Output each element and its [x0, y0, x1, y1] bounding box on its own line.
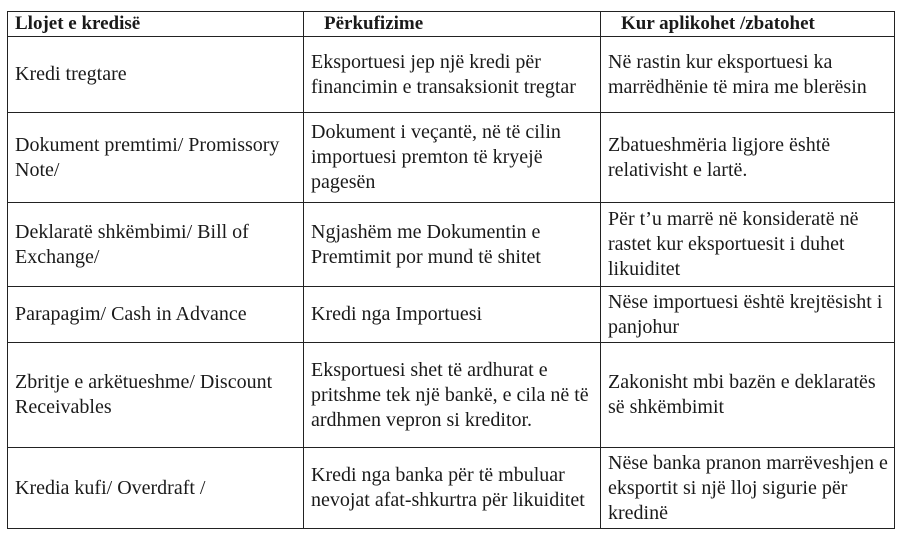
- header-credit-type: Llojet e kredisë: [8, 12, 304, 37]
- application-cell: Zbatueshmëria ligjore është relativisht e lartë.: [601, 113, 895, 203]
- credit-types-table: [7, 11, 895, 529]
- credit-type-cell: Kredia kufi/ Overdraft /: [8, 448, 304, 529]
- application-cell: Në rastin kur eksportuesi ka marrëdhënie të mira me blerësin: [601, 37, 895, 113]
- header-row: [8, 12, 895, 37]
- application-cell: Zakonisht mbi bazën e deklaratës së shkëmbimit: [601, 343, 895, 448]
- table-row: [8, 203, 895, 287]
- header-application: Kur aplikohet /zbatohet: [601, 12, 895, 37]
- application-cell: Për t’u marrë në konsideratë në rastet kur eksportuesit i duhet likuiditet: [601, 203, 895, 287]
- definition-cell: Kredi nga Importuesi: [304, 287, 601, 343]
- application-cell: Nëse banka pranon marrëveshjen e eksportit si një lloj sigurie për kredinë: [601, 448, 895, 529]
- credit-type-cell: Parapagim/ Cash in Advance: [8, 287, 304, 343]
- definition-cell: Kredi nga banka për të mbuluar nevojat afat-shkurtra për likuiditet: [304, 448, 601, 529]
- definition-cell: Ngjashëm me Dokumentin e Premtimit por mund të shitet: [304, 203, 601, 287]
- table-row: [8, 37, 895, 113]
- credit-type-cell: Dokument premtimi/ Promissory Note/: [8, 113, 304, 203]
- credit-type-cell: Zbritje e arkëtueshme/ Discount Receivables: [8, 343, 304, 448]
- definition-cell: Eksportuesi shet të ardhurat e pritshme tek një bankë, e cila në të ardhmen vepron si kreditor.: [304, 343, 601, 448]
- application-cell: Nëse importuesi është krejtësisht i panjohur: [601, 287, 895, 343]
- credit-type-cell: Deklaratë shkëmbimi/ Bill of Exchange/: [8, 203, 304, 287]
- definition-cell: Eksportuesi jep një kredi për financimin e transaksionit tregtar: [304, 37, 601, 113]
- table-row: [8, 287, 895, 343]
- header-definitions: Përkufizime: [304, 12, 601, 37]
- credit-type-cell: Kredi tregtare: [8, 37, 304, 113]
- table-row: [8, 343, 895, 448]
- table-row: [8, 448, 895, 529]
- table-row: [8, 113, 895, 203]
- definition-cell: Dokument i veçantë, në të cilin importuesi premton të kryejë pagesën: [304, 113, 601, 203]
